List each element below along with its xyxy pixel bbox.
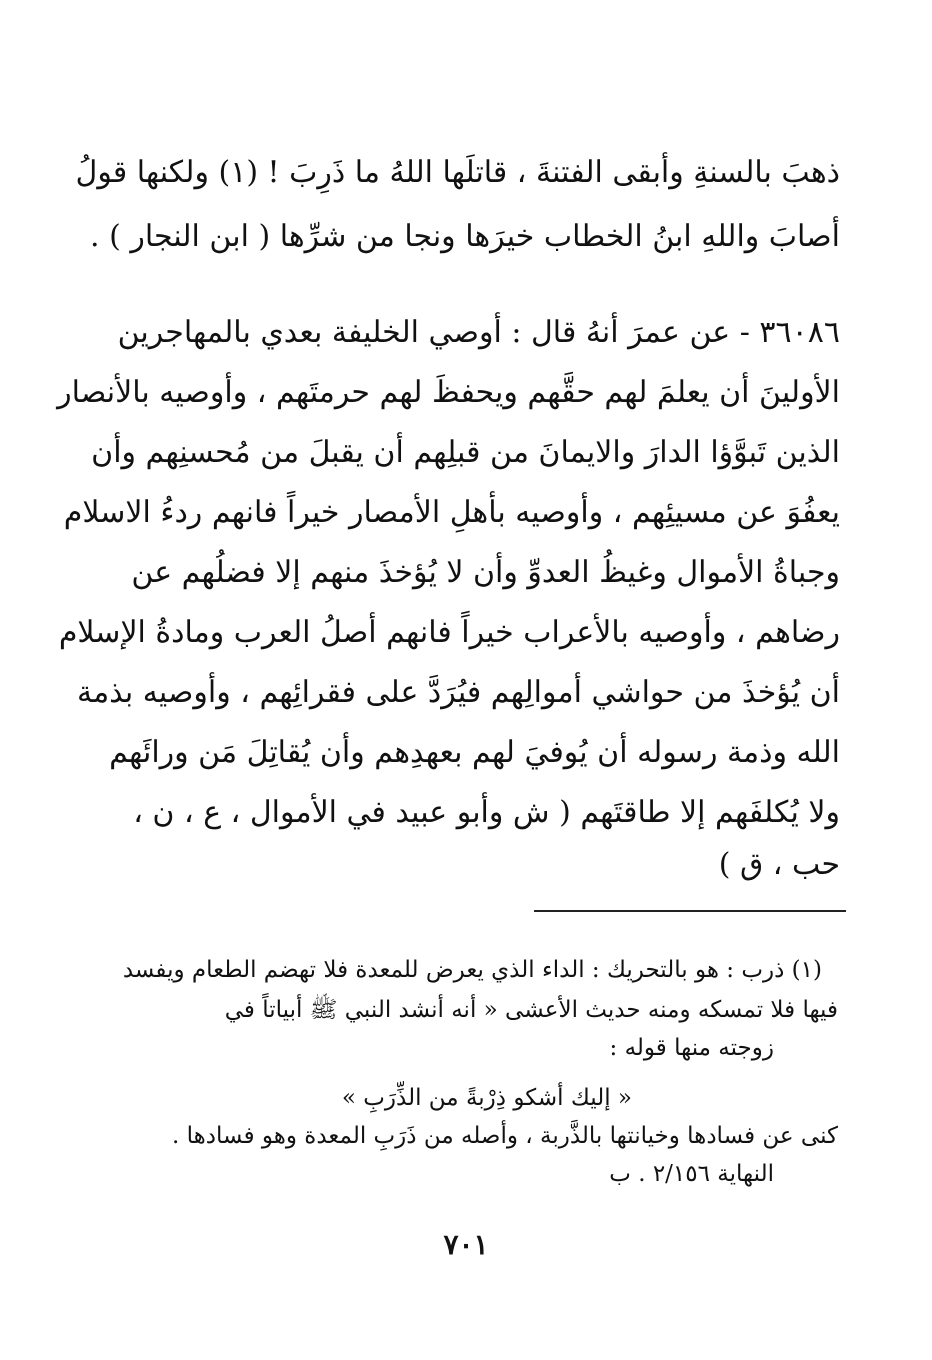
- footnote-line-1: (١) ذرب : هو بالتحريك : الداء الذي يعرض للمعدة فلا تهضم الطعام ويفسد: [122, 957, 822, 983]
- paragraph2-line-9: ولا يُكلفَهم إلا طاقتَهم ( ش وأبو عبيد في الأموال ، ع ، ن ،: [133, 795, 840, 830]
- footnote-line-6: النهاية ٢/١٥٦ . ب: [609, 1161, 774, 1187]
- footnote-line-5: كنى عن فسادها وخيانتها بالذَّربة ، وأصله من ذَرَبِ المعدة وهو فسادها .: [172, 1123, 838, 1149]
- page-number: ٧٠١: [443, 1228, 489, 1261]
- paragraph2-line-4: يعفُوَ عن مسيئِهم ، وأوصيه بأهلِ الأمصار خيراً فانهم ردءُ الاسلام: [63, 495, 840, 530]
- paragraph2-line-10: حب ، ق ): [718, 847, 840, 882]
- paragraph2-line-8: الله وذمة رسوله أن يُوفيَ لهم بعهدِهم وأن يُقاتِلَ مَن ورائَهم: [109, 735, 840, 770]
- footnote-line-2: فيها فلا تمسكه ومنه حديث الأعشى « أنه أنشد النبي ﷺ أبياتاً في: [224, 997, 838, 1023]
- footnote-divider: [534, 910, 846, 912]
- paragraph2-line-1: ٣٦٠٨٦ - عن عمرَ أنهُ قال : أوصي الخليفة بعدي بالمهاجرين: [117, 315, 840, 350]
- paragraph2-line-5: وجباةُ الأموال وغيظُ العدوِّ وأن لا يُؤخذَ منهم إلا فضلُهم عن: [131, 555, 840, 590]
- paragraph2-line-7: أن يُؤخذَ من حواشي أموالِهم فيُرَدَّ على فقرائِهم ، وأوصيه بذمة: [76, 675, 840, 710]
- paragraph1-line-1: ذهبَ بالسنةِ وأبقى الفتنةَ ، قاتلَها اللهُ ما ذَرِبَ ! (١) ولكنها قولُ: [75, 155, 840, 190]
- paragraph2-line-2: الأولينَ أن يعلمَ لهم حقَّهم ويحفظَ لهم حرمتَهم ، وأوصيه بالأنصار: [57, 375, 840, 410]
- footnote-line-3: زوجته منها قوله :: [609, 1035, 774, 1061]
- paragraph1-line-2: أصابَ واللهِ ابنُ الخطاب خيرَها ونجا من شرِّها ( ابن النجار ) .: [90, 219, 840, 254]
- footnote-verse: « إليك أشكو ذِرْبةً من الذِّرَبِ »: [341, 1085, 632, 1111]
- paragraph2-line-6: رضاهم ، وأوصيه بالأعراب خيراً فانهم أصلُ العرب ومادةُ الإسلام: [58, 615, 840, 650]
- paragraph2-line-3: الذين تَبوَّؤا الدارَ والايمانَ من قبلِهم أن يقبلَ من مُحسنِهم وأن: [91, 435, 840, 470]
